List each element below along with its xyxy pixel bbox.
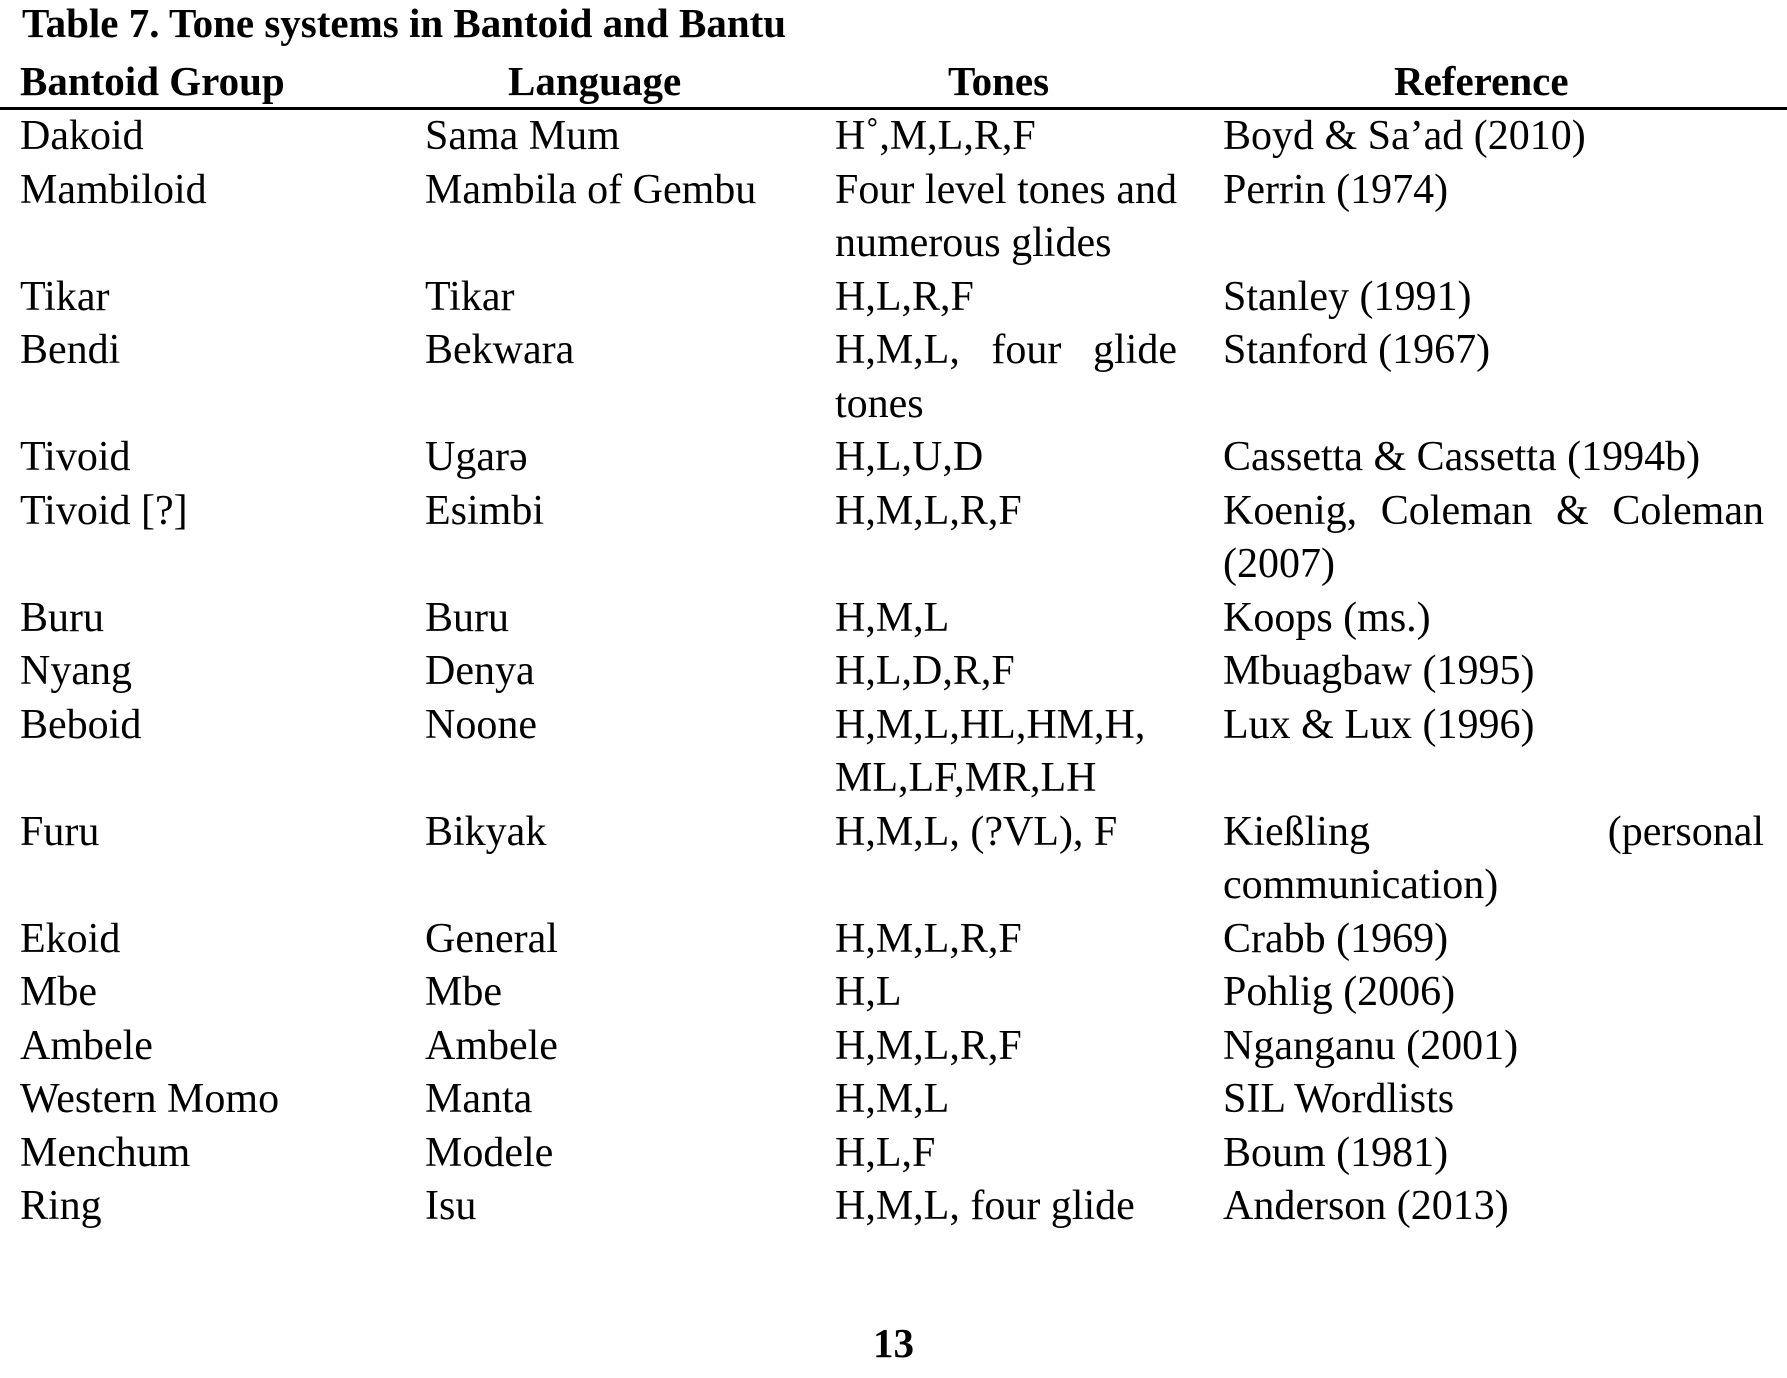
reference-cell: Stanford (1967) [1223,327,1491,373]
reference-cell: Nganganu (2001) [1223,1022,1519,1069]
language-cell: Noone [425,701,537,748]
page-number: 13 [873,1320,914,1366]
group-cell: Tivoid [?] [20,487,188,534]
group-cell: Buru [20,594,104,641]
reference-cell: Mbuagbaw (1995) [1223,648,1535,694]
reference-cell: Boyd & Sa’ad (2010) [1223,113,1586,159]
table-row [0,164,1787,271]
table-row [0,592,1787,646]
reference-cell: Lux & Lux (1996) [1223,701,1535,748]
header-reference: Reference [1394,58,1569,104]
reference-cell: Pohlig (2006) [1223,969,1456,1015]
tones-cell: H,M,L, (?VL), F [835,808,1118,855]
language-cell: Bekwara [425,327,575,373]
group-cell: Tivoid [20,434,131,480]
header-bantoid-group: Bantoid Group [20,58,285,104]
group-cell: Ekoid [20,915,121,962]
language-cell: Denya [425,648,535,694]
tones-cell: H˚,M,L,R,F [835,113,1036,159]
group-cell: Ambele [20,1022,153,1069]
language-cell: Ambele [425,1022,558,1069]
tones-cell: H,M,L, four glide [835,1183,1135,1229]
table-body [0,110,1787,1234]
language-cell: Esimbi [425,487,545,534]
tones-cell: H,M,L,R,F [835,1022,1022,1069]
tones-cell: H,M,L [835,1076,950,1122]
language-cell: Isu [425,1183,477,1229]
table-header [0,56,1787,106]
language-cell: Manta [425,1076,533,1122]
language-cell: Bikyak [425,808,547,855]
table-row [0,431,1787,485]
table-row [0,966,1787,1020]
group-cell: Mambiloid [20,166,207,213]
tones-cell: H,M,L,HL,HM,H, ML,LF,MR,LH [835,701,1146,801]
table-row [0,1073,1787,1127]
table-row [0,1127,1787,1181]
tones-cell: H,L,R,F [835,273,974,320]
tones-cell: H,M,L,R,F [835,915,1022,962]
reference-cell: Koops (ms.) [1223,594,1431,641]
reference-cell: Perrin (1974) [1223,166,1449,213]
tones-cell: H,L,F [835,1129,936,1176]
table-row [0,485,1787,592]
language-cell: Tikar [425,273,515,320]
table-title: Table 7. Tone systems in Bantoid and Bantu [22,0,787,46]
table-row [0,645,1787,699]
header-language: Language [508,58,682,104]
language-cell: General [425,915,558,962]
reference-cell: Anderson (2013) [1223,1183,1509,1229]
tones-cell: H,M,L,R,F [835,487,1022,534]
table-row [0,271,1787,325]
table-row [0,913,1787,967]
group-cell: Western Momo [20,1076,280,1122]
table-row [0,110,1787,164]
reference-cell: SIL Wordlists [1223,1076,1455,1122]
tones-cell: Four level tones and numerous glides [835,166,1177,266]
language-cell: Sama Mum [425,113,620,159]
group-cell: Dakoid [20,113,144,159]
group-cell: Furu [20,808,100,855]
tones-cell: H,L,U,D [835,434,984,480]
language-cell: Buru [425,594,509,641]
table-row [0,324,1787,431]
reference-cell: Stanley (1991) [1223,273,1472,320]
tones-cell: H,M,L, four glide tones [835,327,1177,427]
language-cell: Modele [425,1129,554,1176]
group-cell: Menchum [20,1129,191,1176]
language-cell: Mbe [425,969,502,1015]
language-cell: Ugarə [425,434,528,480]
group-cell: Mbe [20,969,97,1015]
header-tones: Tones [948,58,1050,104]
reference-cell: Boum (1981) [1223,1129,1449,1176]
table-row [0,806,1787,913]
tones-cell: H,L [835,969,902,1015]
reference-cell: Koenig, Coleman & Coleman (2007) [1223,487,1764,587]
tones-cell: H,M,L [835,594,950,641]
group-cell: Tikar [20,273,110,320]
reference-cell: Cassetta & Cassetta (1994b) [1223,434,1701,480]
reference-cell: Crabb (1969) [1223,915,1449,962]
table-row [0,1180,1787,1234]
group-cell: Nyang [20,648,132,694]
reference-cell: Kießling (personal communication) [1223,808,1764,908]
group-cell: Bendi [20,327,121,373]
tones-cell: H,L,D,R,F [835,648,1015,694]
language-cell: Mambila of Gembu [425,166,757,213]
table-row [0,1020,1787,1074]
group-cell: Beboid [20,701,142,748]
group-cell: Ring [20,1183,102,1229]
table-row [0,699,1787,806]
